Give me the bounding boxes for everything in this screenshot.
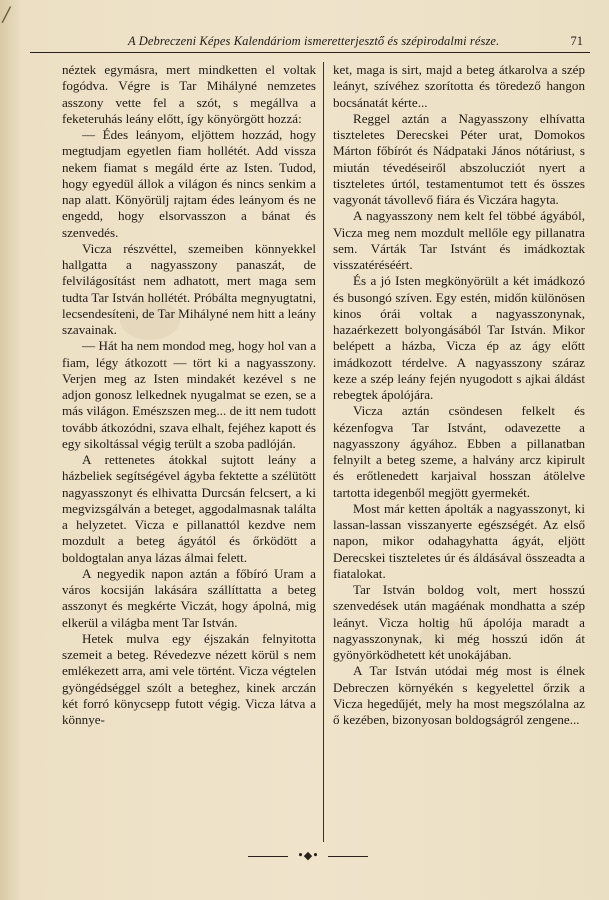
page-number: 71 xyxy=(570,34,583,48)
paragraph: Vicza aztán csöndesen felkelt és kézenfogva Tar Istvánt, odavezette a nagyasszony ágyához. Ebben a pillanatban felnyilt a beteg szeme, a halvány arcz kipirult és erőtlenedett karjaival hosszan átölelve tartotta idegenből megjött gyermekét. xyxy=(333,403,585,500)
paragraph: A Tar István utódai még most is élnek Debreczen környékén s kegyelettel őrzik a Vicza hegedűjét, mely ha most megszólalna az ő kezében, bizonyosan boldogságról zengene... xyxy=(333,663,585,727)
paragraph: néztek egymásra, mert mindketten el voltak fogódva. Végre is Tar Mihályné nemzetes asszony vette fel a szót, s megállva a feketeruhás leány előtt, így könyörgött hozzá: xyxy=(62,62,316,126)
right-column xyxy=(333,62,585,728)
paragraph: A rettenetes átokkal sujtott leány a házbeliek segítségével ágyba fektette a szélütött nagyasszonyt és elhivatta Durcsán felcsert, a ki megvizsgálván a beteget, aggodalmasnak találta a helyzetet. Vicza e pillanattól kezdve nem mozdult a beteg ágyától és őrködött a boldogtalan anya lázas álmai felett. xyxy=(62,452,316,565)
paragraph: A nagyasszony nem kelt fel többé ágyából, Vicza meg nem mozdult mellőle egy pillanatra sem. Várták Tar Istvánt és imádkoztak visszatéréséért. xyxy=(333,208,585,272)
left-column xyxy=(62,62,316,728)
paragraph: Hetek mulva egy éjszakán felnyitotta szemeit a beteg. Révedezve nézett körül s nem emlékezett arra, ami vele történt. Vicza végtelen gyöngédséggel szólt a beteghez, kinek arczán két forró könycsepp futott végig. Vicza látva a könnye- xyxy=(62,630,316,727)
ornament-glyph: •◆• xyxy=(297,849,319,862)
end-ornament xyxy=(248,849,368,863)
header-title: A Debreczeni Képes Kalendáriom ismeretterjesztő és szépirodalmi része. xyxy=(128,34,500,48)
paragraph: Reggel aztán a Nagyasszony elhívatta tiszteletes Derecskei Péter urat, Domokos Márton főbírót és Nádpataki János nótáriust, s miután tévedéseiről abszolucziót nyert a tiszteletes úrtól, testamentumot tett és összes vagyonát távollevő fiára és Viczára hagyta. xyxy=(333,110,585,207)
paragraph: — Édes leányom, eljöttem hozzád, hogy megtudjam egyetlen fiam hollétét. Add vissza nekem fiamat s megáld érte az Isten. Tudod, hogy egyedül állok a világon és nincs senkim a nap alatt. Könyörülj rajtam édes leányom és ne engedd, hogy elsorvasszon a bánat és szenvedés. xyxy=(62,127,316,240)
running-header xyxy=(32,34,587,52)
ornament-line xyxy=(248,856,288,857)
paragraph: Tar István boldog volt, mert hosszú szenvedések után magáénak mondhatta a szép leányt. Vicza holtig hű ápolója maradt a nagyasszonynak, ki még hosszú időn át gyönyörködhetett két unokájában. xyxy=(333,582,585,662)
paragraph: A negyedik napon aztán a főbíró Uram a város kocsiján lakására szállíttatta a beteg asszonyt és megkérte Viczát, hogy ápolná, mig elkerül a világba ment Tar István. xyxy=(62,565,316,630)
header-rule xyxy=(30,52,590,53)
paragraph: Most már ketten ápolták a nagyasszonyt, ki lassan-lassan visszanyerte egészségét. Az első napon, mikor odahagyhatta ágyát, eljött Derecskei tiszteletes úr és áldásával összeadta a fiatalokat. xyxy=(333,500,585,581)
paragraph: Vicza részvéttel, szemeiben könnyekkel hallgatta a nagyasszony panaszát, de felvilágosítást nem adhatott, mert maga sem tudta Tar István hollétét. Próbálta megnyugtatni, lecsendesíteni, de Tar Mihályné nem hitt a leány szavainak. xyxy=(62,240,316,337)
column-divider xyxy=(323,62,324,842)
paragraph: — Hát ha nem mondod meg, hogy hol van a fiam, légy átkozott — tört ki a nagyasszony. Verjen meg az Isten mindakét kezével s ne adjon gonosz lelkednek nyugalmat se ezen, se a más világon. Emészszen meg... de itt nem tudott tovább átkozódni, szava elhalt, fejéhez kapott és egy sikoltással végig terült a szoba padlóján. xyxy=(62,338,316,451)
ornament-line xyxy=(328,856,368,857)
paragraph: ket, maga is sirt, majd a beteg átkarolva a szép leányt, szívéhez szorította és töredező hangon bocsánatát kérte... xyxy=(333,62,585,110)
corner-mark: / xyxy=(3,2,10,26)
paragraph: És a jó Isten megkönyörült a két imádkozó és busongó szíven. Egy estén, midőn különösen kinos órái voltak a nagyasszonynak, hazaérkezett bolyongásából Tar István. Mikor belépett a házba, Vicza ép az ágy előtt imádkozott térdelve. A nagyasszony száraz keze a szép leány fején nyugodott s ajkai áldást rebegtek ápolójára. xyxy=(333,273,585,402)
